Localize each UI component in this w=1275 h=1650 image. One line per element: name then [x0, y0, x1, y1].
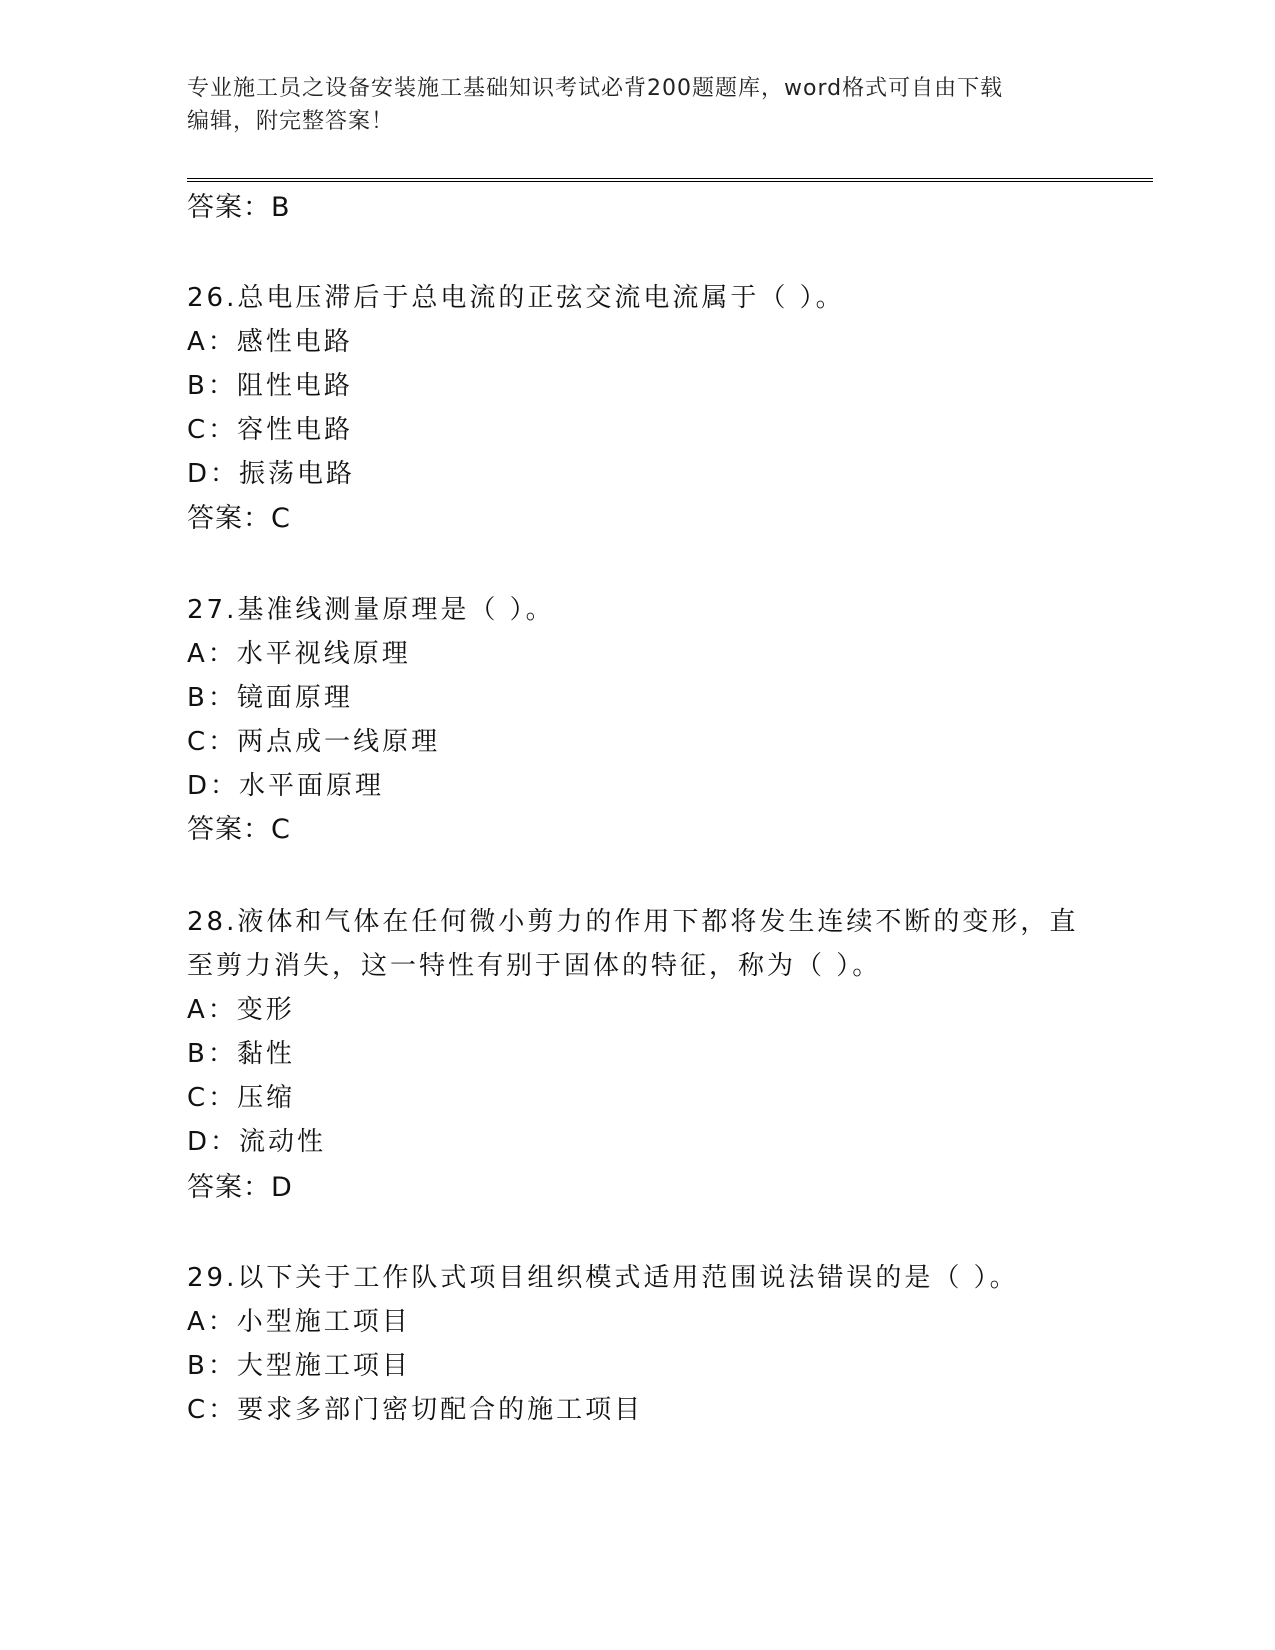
question-28-option-d: D：流动性 — [187, 1127, 327, 1157]
question-29-option-b: B：大型施工项目 — [187, 1351, 411, 1381]
question-26-option-b: B：阻性电路 — [187, 371, 353, 401]
question-27-option-c: C：两点成一线原理 — [187, 727, 441, 757]
previous-answer: 答案：B — [187, 192, 291, 223]
question-28-stem-line-2: 至剪力消失，这一特性有别于固体的特征，称为（ ）。 — [187, 951, 882, 981]
document-header — [187, 72, 1087, 138]
question-29-stem: 29.以下关于工作队式项目组织模式适用范围说法错误的是（ ）。 — [187, 1263, 1019, 1293]
question-26-stem: 26.总电压滞后于总电流的正弦交流电流属于（ ）。 — [187, 283, 845, 313]
question-28-option-a: A：变形 — [187, 995, 295, 1025]
question-27-stem: 27.基准线测量原理是（ ）。 — [187, 595, 555, 625]
header-title-line-2: 编辑，附完整答案！ — [187, 109, 395, 134]
header-title-line-1: 专业施工员之设备安装施工基础知识考试必背200题题库，word格式可自由下载 — [187, 76, 1004, 101]
question-26-option-d: D：振荡电路 — [187, 459, 356, 489]
question-28-answer: 答案：D — [187, 1172, 293, 1203]
question-28-stem-line-1: 28.液体和气体在任何微小剪力的作用下都将发生连续不断的变形，直 — [187, 907, 1079, 937]
header-divider — [187, 178, 1153, 182]
question-28-option-c: C：压缩 — [187, 1083, 296, 1113]
question-27-option-d: D：水平面原理 — [187, 771, 385, 801]
question-28-option-b: B：黏性 — [187, 1039, 295, 1069]
question-27-answer: 答案：C — [187, 814, 291, 845]
question-26-option-a: A：感性电路 — [187, 327, 353, 357]
question-27-option-a: A：水平视线原理 — [187, 639, 411, 669]
question-29-option-a: A：小型施工项目 — [187, 1307, 411, 1337]
question-29-option-c: C：要求多部门密切配合的施工项目 — [187, 1395, 644, 1425]
question-26-option-c: C：容性电路 — [187, 415, 354, 445]
question-27-option-b: B：镜面原理 — [187, 683, 353, 713]
question-26-answer: 答案：C — [187, 503, 291, 534]
